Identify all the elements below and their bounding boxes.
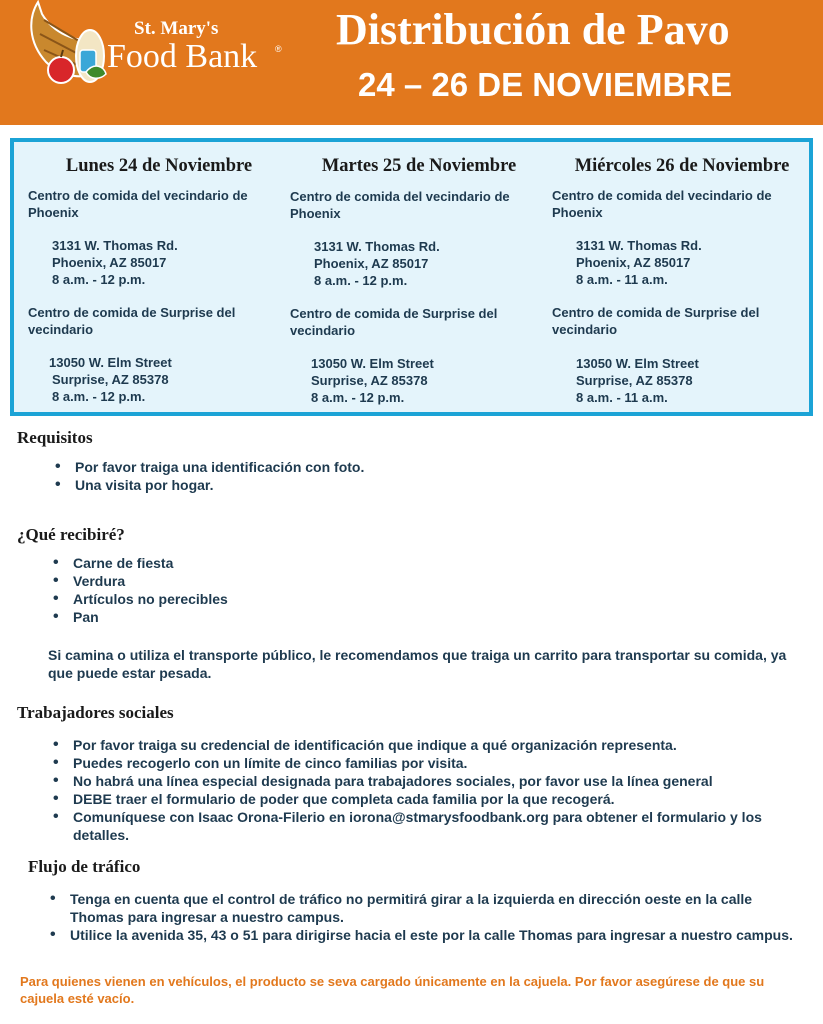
vehicle-note: Para quienes vienen en vehículos, el producto se seva cargado únicamente en la cajuela. Por favor asegúrese de que su cajuela esté vacío. bbox=[20, 974, 765, 1006]
site-street: 13050 W. Elm Street bbox=[49, 355, 172, 370]
section-heading-recibire: ¿Qué recibiré? bbox=[17, 525, 125, 544]
list-item: • Tenga en cuenta que el control de tráfico no permitirá girar a la izquierda en dirección oeste en la calle Thomas para ingresar a nuestro campus. bbox=[50, 890, 805, 926]
registered-mark: ® bbox=[275, 44, 282, 54]
site-hours: 8 a.m. - 12 p.m. bbox=[314, 273, 408, 288]
list-item: • DEBE traer el formulario de poder que completa cada familia por la que recogerá. bbox=[53, 790, 813, 808]
header-banner bbox=[0, 0, 823, 125]
site-name: Centro de comida del vecindario de Phoenix bbox=[28, 188, 248, 220]
logo[interactable] bbox=[24, 0, 294, 95]
org-name-line2: Food Bank bbox=[107, 38, 258, 75]
site-name: Centro de comida del vecindario de Phoenix bbox=[290, 189, 510, 221]
list-item: • Comuníquese con Isaac Orona-Filerio en iorona@stmarysfoodbank.org para obtener el formulario y los detalles. bbox=[53, 808, 813, 844]
site-city: Phoenix, AZ 85017 bbox=[52, 255, 167, 270]
site-city: Phoenix, AZ 85017 bbox=[314, 256, 429, 271]
day-heading: Miércoles 26 de Noviembre bbox=[574, 156, 790, 176]
site-street: 13050 W. Elm Street bbox=[311, 356, 434, 371]
site-street: 3131 W. Thomas Rd. bbox=[314, 239, 440, 254]
day-heading: Martes 25 de Noviembre bbox=[321, 156, 517, 176]
list-item: • No habrá una línea especial designada para trabajadores sociales, por favor use la línea general bbox=[53, 772, 813, 790]
list-item: • Por favor traiga su credencial de identificación que indique a qué organización representa. bbox=[53, 736, 813, 754]
site-city: Surprise, AZ 85378 bbox=[576, 373, 693, 388]
site-hours: 8 a.m. - 12 p.m. bbox=[52, 272, 146, 287]
transport-note: Si camina o utiliza el transporte público, le recomendamos que traiga un carrito para transportar su comida, ya que puede estar pesada. bbox=[48, 647, 787, 681]
list-item: • Puedes recogerlo con un límite de cinco familias por visita. bbox=[53, 754, 813, 772]
org-name-line1: St. Mary's bbox=[134, 18, 219, 39]
list-item: • Utilice la avenida 35, 43 o 51 para dirigirse hacia el este por la calle Thomas para ingresar a nuestro campus. bbox=[50, 926, 805, 944]
section-heading-trabajadores: Trabajadores sociales bbox=[17, 703, 174, 722]
list-item: • Verdura bbox=[53, 572, 793, 590]
list-item: • Por favor traiga una identificación con foto. bbox=[55, 458, 795, 476]
site-hours: 8 a.m. - 11 a.m. bbox=[576, 272, 668, 287]
page-title: Distribución de Pavo bbox=[336, 5, 730, 54]
schedule-panel bbox=[10, 138, 813, 416]
site-name: Centro de comida de Surprise del vecindario bbox=[290, 306, 498, 338]
section-heading-trafico: Flujo de tráfico bbox=[28, 857, 141, 876]
list-item: • Carne de fiesta bbox=[53, 554, 793, 572]
site-street: 3131 W. Thomas Rd. bbox=[576, 238, 702, 253]
site-name: Centro de comida de Surprise del vecindario bbox=[28, 305, 236, 337]
site-name: Centro de comida de Surprise del vecindario bbox=[552, 305, 760, 337]
day-heading: Lunes 24 de Noviembre bbox=[65, 156, 253, 176]
site-street: 3131 W. Thomas Rd. bbox=[52, 238, 178, 253]
requisitos-list bbox=[55, 458, 795, 494]
list-item: • Artículos no perecibles bbox=[53, 590, 793, 608]
trafico-list bbox=[50, 890, 805, 944]
list-item: • Una visita por hogar. bbox=[55, 476, 795, 494]
list-item: • Pan bbox=[53, 608, 793, 626]
section-heading-requisitos: Requisitos bbox=[17, 428, 93, 447]
site-name: Centro de comida del vecindario de Phoenix bbox=[552, 188, 772, 220]
site-hours: 8 a.m. - 11 a.m. bbox=[576, 390, 668, 405]
recibire-list bbox=[53, 554, 793, 626]
site-hours: 8 a.m. - 12 p.m. bbox=[52, 389, 146, 404]
site-city: Surprise, AZ 85378 bbox=[311, 373, 428, 388]
trabajadores-list bbox=[53, 736, 813, 844]
site-street: 13050 W. Elm Street bbox=[576, 356, 699, 371]
site-city: Phoenix, AZ 85017 bbox=[576, 255, 691, 270]
site-hours: 8 a.m. - 12 p.m. bbox=[311, 390, 405, 405]
event-dates: 24 – 26 DE NOVIEMBRE bbox=[358, 66, 733, 103]
site-city: Surprise, AZ 85378 bbox=[52, 372, 169, 387]
